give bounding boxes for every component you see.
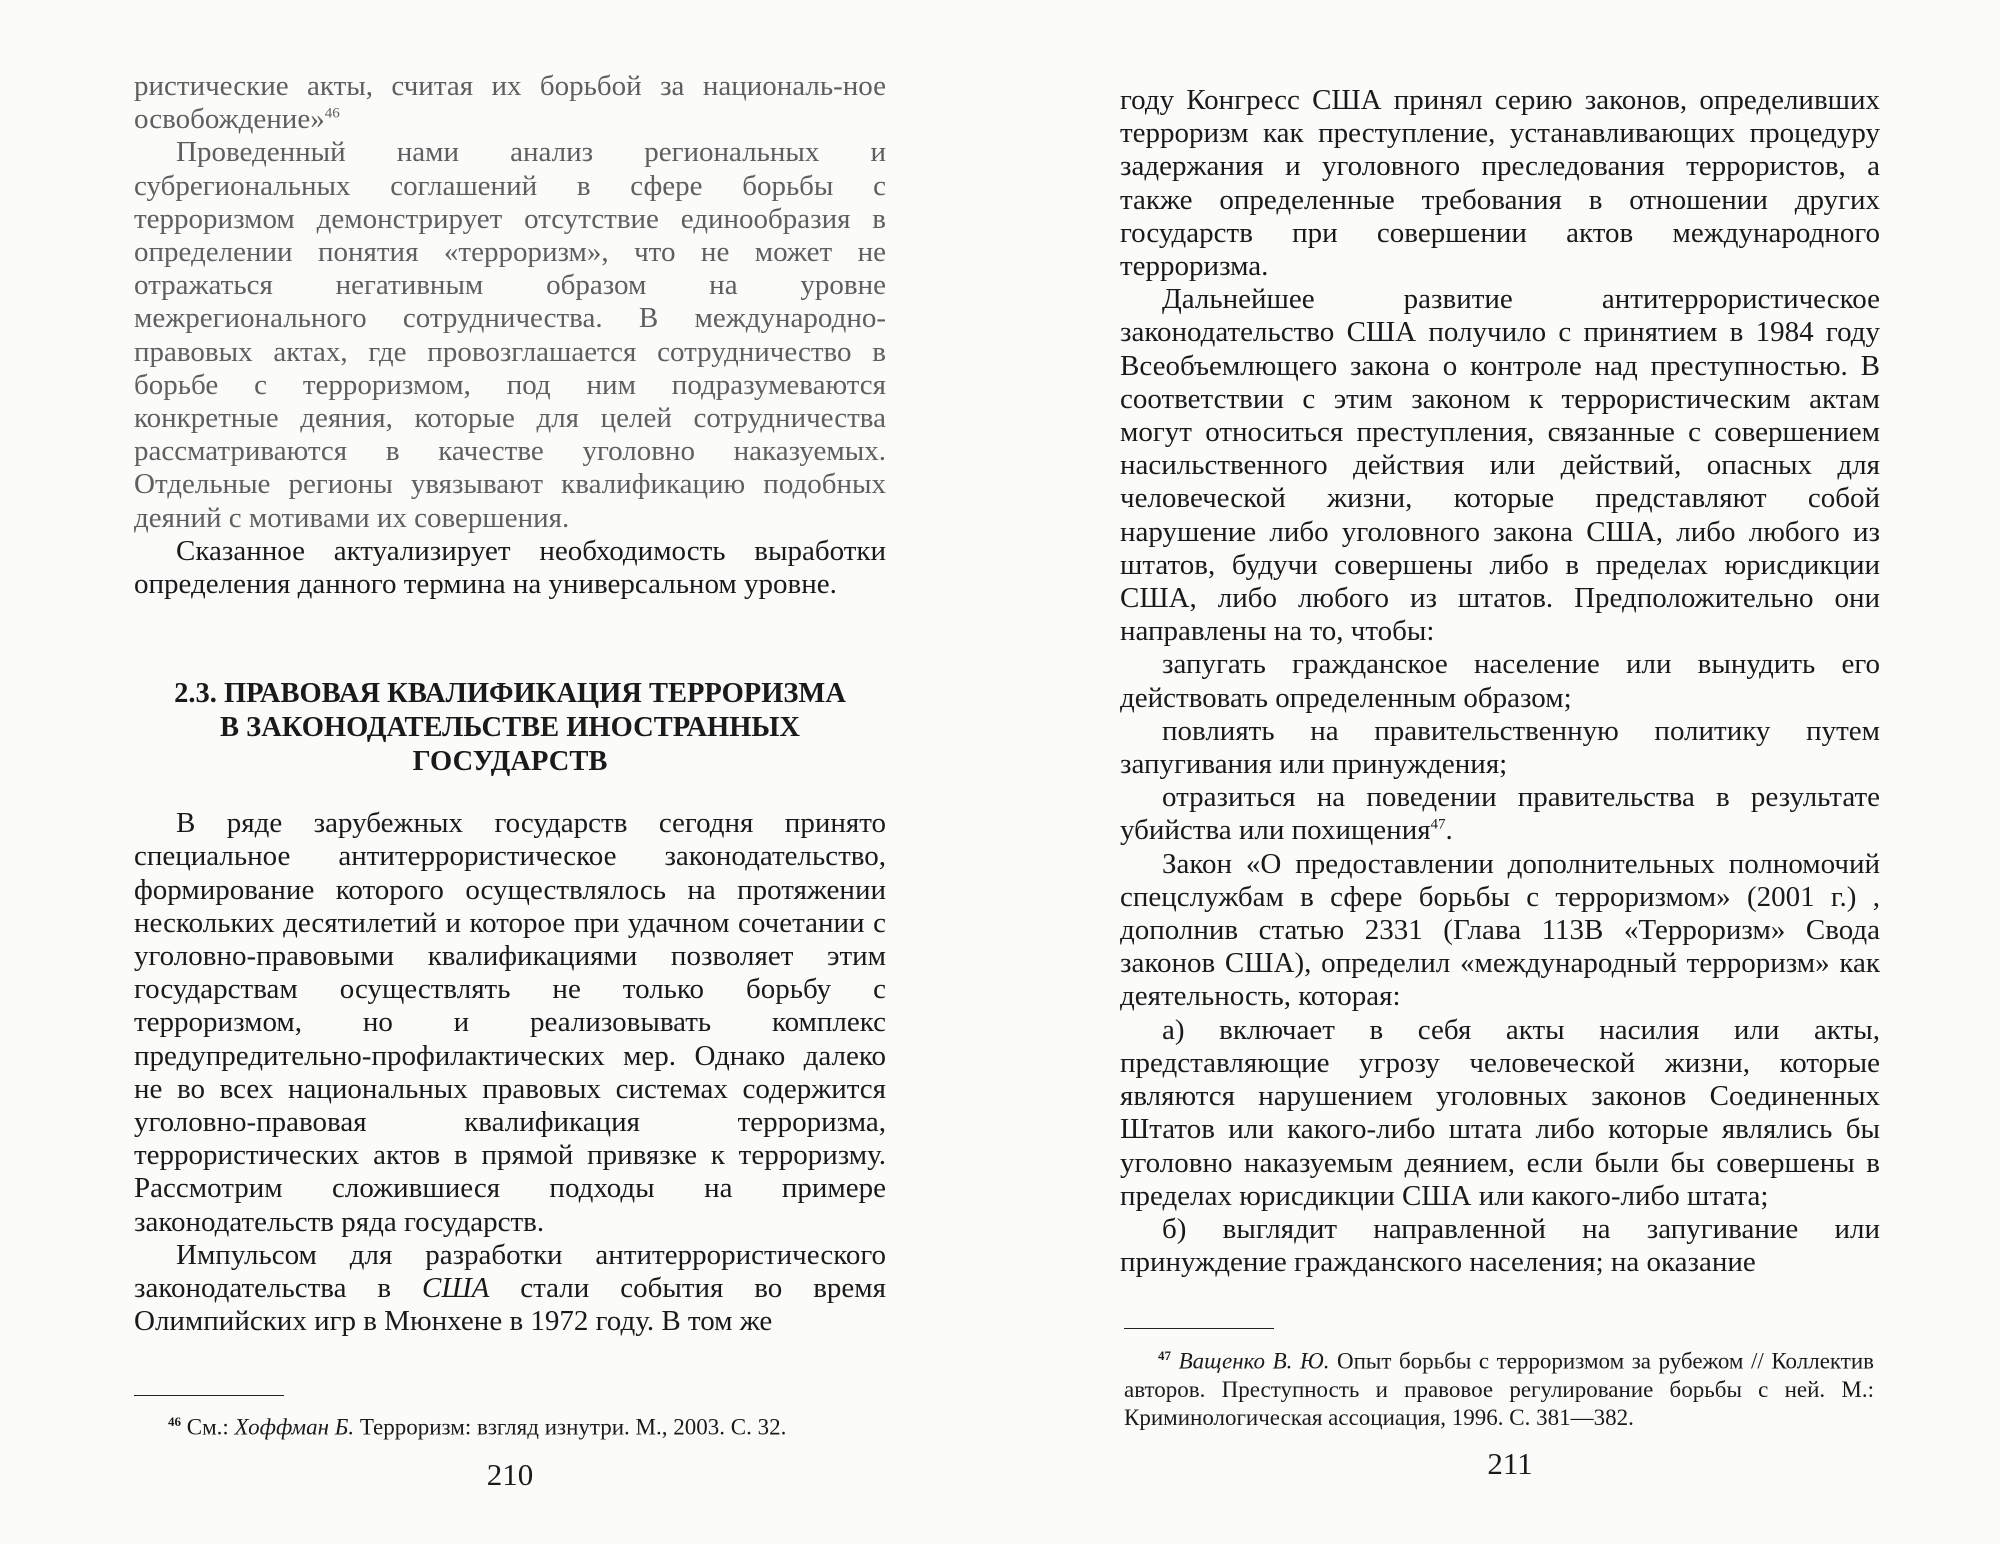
list-item: б) выглядит направленной на запугивание или принуждение гражданского населения; на оказание	[1120, 1212, 1880, 1279]
left-page-body	[134, 70, 886, 1339]
section-title: 2.3. ПРАВОВАЯ КВАЛИФИКАЦИЯ ТЕРРОРИЗМА В ЗАКОНОДАТЕЛЬСТВЕ ИНОСТРАННЫХ ГОСУДАРСТВ	[174, 678, 846, 778]
paragraph: В ряде зарубежных государств сегодня принято специальное антитеррористическое законодательство, формирование которого осуществлялось на протяжении нескольких десятилетий и которое при удачном сочетании с уголовно-правовыми квалификациями позволяет этим государствам осуществлять не только борьбу с терроризмом, но и реализовывать комплекс предупредительно-профилактических мер. Однако далеко не во всех национальных правовых системах содержится уголовно-правовая квалификация терроризма, террористических актов в прямой привязке к терроризму. Рассмотрим сложившиеся подходы на примере законодательств ряда государств.	[134, 807, 886, 1238]
paragraph: Проведенный нами анализ региональных и субрегиональных соглашений в сфере борьбы с терроризмом демонстрирует отсутствие единообразия в определении понятия «терроризм», что не может не отражаться негативным образом на уровне межрегионального сотрудничества. В международно-правовых актах, где провозглашается сотрудничество в борьбе с терроризмом, под ним подразумеваются конкретные деяния, которые для целей сотрудничества рассматриваются в качестве уголовно наказуемых. Отдельные регионы увязывают квалификацию подобных деяний с мотивами их совершения.	[134, 136, 886, 534]
right-page-body	[1120, 84, 1880, 1279]
list-item: запугать гражданское население или вынудить его действовать определенным образом;	[1120, 648, 1880, 714]
footnote: $^{47}$ Ващенко В. Ю. Опыт борьбы с терроризмом за рубежом // Коллектив авторов. Преступность и правовое регулирование борьбы с ней. М.: Криминологическая ассоциация, 1996. С. 381—382.	[1124, 1348, 1875, 1430]
right-page	[1000, 0, 2000, 1544]
footnote-divider	[1124, 1328, 1274, 1329]
list-item: а) включает в себя акты насилия или акты, представляющие угрозу человеческой жизни, которые являются нарушением уголовных законов Соединенных Штатов или какого-либо штата либо которые являлись бы уголовно наказуемым деянием, если были бы совершены в пределах юрисдикции США или какого-либо штата;	[1120, 1013, 1880, 1212]
paragraph: Импульсом для разработки антитеррористического законодательства в США стали события во время Олимпийских игр в Мюнхене в 1972 году. В том же	[134, 1238, 886, 1338]
paragraph: ристические акты, считая их борьбой за националь-ное освобождение»$^{46}$	[134, 70, 886, 136]
footnote-reference: 46	[324, 105, 340, 122]
paragraph: Сказанное актуализирует необходимость выработки определения данного термина на универсальном уровне.	[134, 534, 886, 601]
paragraph: году Конгресс США принял серию законов, определивших терроризм как преступление, устанавливающих процедуру задержания и уголовного преследования террористов, а также определенные требования в отношении других государств при совершении актов международного терроризма.	[1120, 84, 1880, 283]
list-item: повлиять на правительственную политику путем запугивания или принуждения;	[1120, 714, 1880, 781]
footnote-reference: 47	[1430, 816, 1446, 833]
page-number: 210	[486, 1457, 534, 1492]
footnote-divider	[134, 1395, 284, 1396]
list-item: отразиться на поведении правительства в результате убийства или похищения$^{47}$.	[1120, 781, 1880, 847]
paragraph: Дальнейшее развитие антитеррористическое законодательство США получило с принятием в 1984 году Всеобъемлющего закона о контроле над преступностью. В соответствии с этим законом к террористическим актам могут относиться преступления, связанные с совершением насильственного действия или действий, опасных для человеческой жизни, которые представляют собой нарушение либо уголовного закона США, либо любого из штатов, будучи совершены либо в пределах юрисдикции США, либо любого из штатов. Предположительно они направлены на то, чтобы:	[1120, 283, 1880, 648]
paragraph: Закон «О предоставлении дополнительных полномочий спецслужбам в сфере борьбы с терроризмом» (2001 г.) , дополнив статью 2331 (Глава 113В «Терроризм» Свода законов США), определил «международный терроризм» как деятельность, которая:	[1120, 847, 1880, 1013]
footnote: $^{46}$ См.: Хоффман Б. Терроризм: взгляд изнутри. М., 2003. С. 32.	[168, 1414, 787, 1440]
page-number: 211	[1487, 1446, 1533, 1481]
